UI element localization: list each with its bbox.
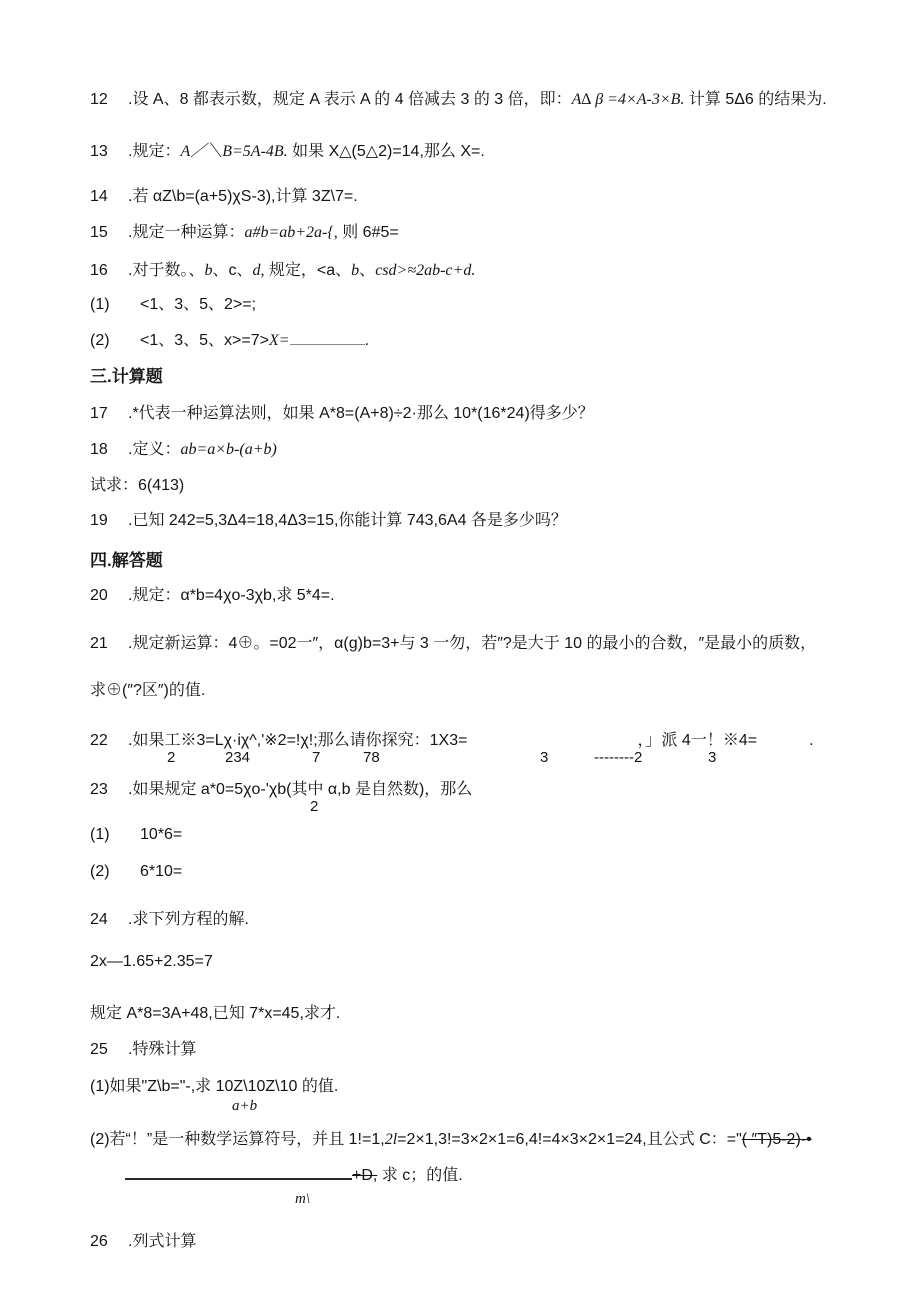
problem-16-segment: csd>≈2ab-c+d. xyxy=(375,262,476,279)
problem-24-equation xyxy=(90,952,213,972)
problem-13-segment: 如果 X△(5△2)=14,那么 X=. xyxy=(287,143,485,160)
problem-18-segment: 18 xyxy=(90,441,108,458)
problem-25-part2-segment: 2l xyxy=(384,1131,398,1148)
problem-24-segment: .求下列方程的解. xyxy=(128,911,249,928)
problem-25-part2-cont-segment: +D, xyxy=(352,1167,378,1184)
problem-21-cont xyxy=(90,681,205,701)
problem-18 xyxy=(90,440,277,460)
problem-26 xyxy=(90,1232,196,1252)
problem-22-segment xyxy=(467,744,637,745)
problem-25-part2-segment: =2×1,3!=3×2×1=6,4!=4×3×2×1=24,且公式 C： xyxy=(397,1131,727,1148)
problem-16-segment: b xyxy=(351,262,360,279)
problem-14-segment: 14 xyxy=(90,188,108,205)
problem-16-segment: 16 xyxy=(90,262,108,279)
problem-23-part1-segment: 10*6= xyxy=(140,826,183,843)
problem-22-segment: ，」派 4一！※4= xyxy=(637,732,758,749)
problem-23-segment: 23 xyxy=(90,781,108,798)
problem-12-segment: 计算 5Δ6 的结果为. xyxy=(684,91,827,108)
problem-23 xyxy=(90,780,473,815)
problem-22-subscript: 234 xyxy=(225,749,251,766)
problem-25-segment: 25 xyxy=(90,1041,108,1058)
problem-13 xyxy=(90,142,485,162)
problem-22-subscript: 2 xyxy=(167,749,176,766)
problem-22-subscript: 7 xyxy=(312,749,321,766)
problem-16-part2-segment: (2) xyxy=(90,332,110,349)
problem-25-part2-cont-subscript: m\ xyxy=(295,1191,310,1207)
problem-22-subscript: 3 xyxy=(708,749,717,766)
problem-24-extra-segment: 规定 A*8=3A+48,已知 7*x=45,求才. xyxy=(90,1005,341,1022)
problem-16-segment: 规定，<a、 xyxy=(264,262,352,279)
section-heading-3 xyxy=(90,366,163,388)
problem-25-part1-segment: (1)如果"Z\b="-,求 10Z\10Z\10 的值. xyxy=(90,1078,339,1095)
problem-24-segment: 24 xyxy=(90,911,108,928)
problem-16-part2 xyxy=(90,331,369,351)
problem-20-segment: .规定：α*b=4χo-3χb,求 5*4=. xyxy=(128,587,335,604)
problem-12-segment: A∆ β =4×A-3×B. xyxy=(571,91,685,108)
problem-24-extra xyxy=(90,1004,340,1024)
problem-23-part2-segment: 6*10= xyxy=(140,863,183,880)
problem-25-part2-cont xyxy=(90,1166,463,1207)
problem-13-segment: 13 xyxy=(90,143,108,160)
problem-12-segment: .设 A、8 都表示数，规定 A 表示 A 的 4 倍减去 3 的 3 倍，即： xyxy=(128,91,572,108)
problem-22-subscript: --------2 xyxy=(594,749,643,766)
section-heading-3-segment: 三.计算题 xyxy=(90,367,163,386)
problem-22-segment: 22 xyxy=(90,732,108,749)
problem-24 xyxy=(90,910,249,930)
problem-15 xyxy=(90,223,399,243)
problem-23-segment: .如果规定 a*0=5χo-'χb(其中 α,b 是自然数)，那么 xyxy=(128,781,473,798)
problem-16-segment: d, xyxy=(252,262,265,279)
problem-16-segment: 、 xyxy=(359,262,376,279)
problem-18-segment: .定义： xyxy=(128,441,181,458)
problem-21-cont-segment: 求⊕(″?区″)的值. xyxy=(90,682,206,699)
problem-25-part1-subscript: a+b xyxy=(232,1098,258,1114)
problem-22-subscript: 78 xyxy=(363,749,380,766)
problem-26-segment: 26 xyxy=(90,1233,108,1250)
problem-25-part1 xyxy=(90,1077,339,1114)
problem-12-segment: 12 xyxy=(90,91,108,108)
problem-15-segment: 15 xyxy=(90,224,108,241)
problem-16-part1 xyxy=(90,295,256,315)
problem-16-part2-segment: . xyxy=(364,332,370,349)
section-heading-4 xyxy=(90,550,163,572)
problem-19-segment: 19 xyxy=(90,512,108,529)
problem-23-part1-segment: (1) xyxy=(90,826,110,843)
problem-25 xyxy=(90,1040,196,1060)
problem-16-segment: .对于数。、 xyxy=(128,262,205,279)
problem-14-segment: .若 αZ\b=(a+5)χS-3),计算 3Z\7=. xyxy=(128,188,358,205)
problem-22-segment: .如果工※3=Lχ·iχ^,'※2=!χ!;那么请你探究：1X3= xyxy=(128,732,468,749)
problem-25-part2-segment: =" xyxy=(726,1131,742,1148)
problem-25-part2-cont-segment xyxy=(90,1179,125,1180)
section-heading-4-segment: 四.解答题 xyxy=(90,551,163,570)
problem-20-segment: 20 xyxy=(90,587,108,604)
problem-25-part2-segment: ( ″T)5-2)-• xyxy=(741,1131,812,1148)
problem-22-subscript: 3 xyxy=(540,749,549,766)
problem-22 xyxy=(90,731,814,766)
problem-25-part2 xyxy=(90,1130,812,1150)
problem-15-segment: a#b=ab+2a-{, xyxy=(244,224,338,241)
problem-14 xyxy=(90,187,358,207)
problem-18-segment: ab=a×b-(a+b) xyxy=(180,441,277,458)
problem-21-segment: 21 xyxy=(90,635,108,652)
problem-21-segment: .规定新运算：4⊕。=02一″，α(g)b=3+与 3 一勿，若″?是大于 10 的最小的合数，″是最小的质数， xyxy=(128,635,817,652)
problem-16-part1-segment: (1) xyxy=(90,296,110,313)
problem-15-segment: .规定一种运算： xyxy=(128,224,245,241)
problem-16 xyxy=(90,261,475,281)
problem-25-part2-cont-segment: 求 c；的值. xyxy=(377,1167,463,1184)
problem-23-part1 xyxy=(90,825,182,845)
problem-18-ask-segment: 试求：6(413) xyxy=(90,477,185,494)
problem-25-part2-cont-segment xyxy=(125,1169,352,1180)
problem-22-segment: . xyxy=(809,732,814,749)
problem-22-segment xyxy=(757,744,809,745)
problem-13-segment: A／＼B=5A-4B. xyxy=(180,143,288,160)
problem-24-equation-segment: 2x—1.65+2.35=7 xyxy=(90,953,213,970)
problem-23-part2-segment: (2) xyxy=(90,863,110,880)
problem-17-segment: 17 xyxy=(90,405,108,422)
problem-26-segment: .列式计算 xyxy=(128,1233,197,1250)
problem-23-subscript: 2 xyxy=(310,798,319,815)
problem-21 xyxy=(90,634,816,654)
problem-18-ask xyxy=(90,476,184,496)
problem-16-part2-segment: X= xyxy=(268,332,290,349)
problem-16-part1-segment: <1、3、5、2>=; xyxy=(140,296,257,313)
problem-19-segment: .已知 242=5,3Δ4=18,4Δ3=15,你能计算 743,6A4 各是多少吗？ xyxy=(128,512,567,529)
problem-23-part2 xyxy=(90,862,182,882)
problem-12 xyxy=(90,90,827,110)
problem-25-segment: .特殊计算 xyxy=(128,1041,197,1058)
problem-13-segment: .规定： xyxy=(128,143,181,160)
problem-19 xyxy=(90,511,567,531)
problem-15-segment: 则 6#5= xyxy=(337,224,399,241)
problem-16-part2-segment xyxy=(290,331,365,345)
problem-16-part2-segment: <1、3、5、x>=7> xyxy=(140,332,269,349)
problem-16-segment: 、c、 xyxy=(212,262,253,279)
problem-16-segment: b xyxy=(204,262,213,279)
problem-25-part2-segment: (2)若“！”是一种数学运算符号，并且 1!=1, xyxy=(90,1131,385,1148)
problem-17 xyxy=(90,404,594,424)
problem-17-segment: .*代表一种运算法则，如果 A*8=(A+8)÷2·那么 10*(16*24)得多少？ xyxy=(128,405,594,422)
problem-20 xyxy=(90,586,335,606)
